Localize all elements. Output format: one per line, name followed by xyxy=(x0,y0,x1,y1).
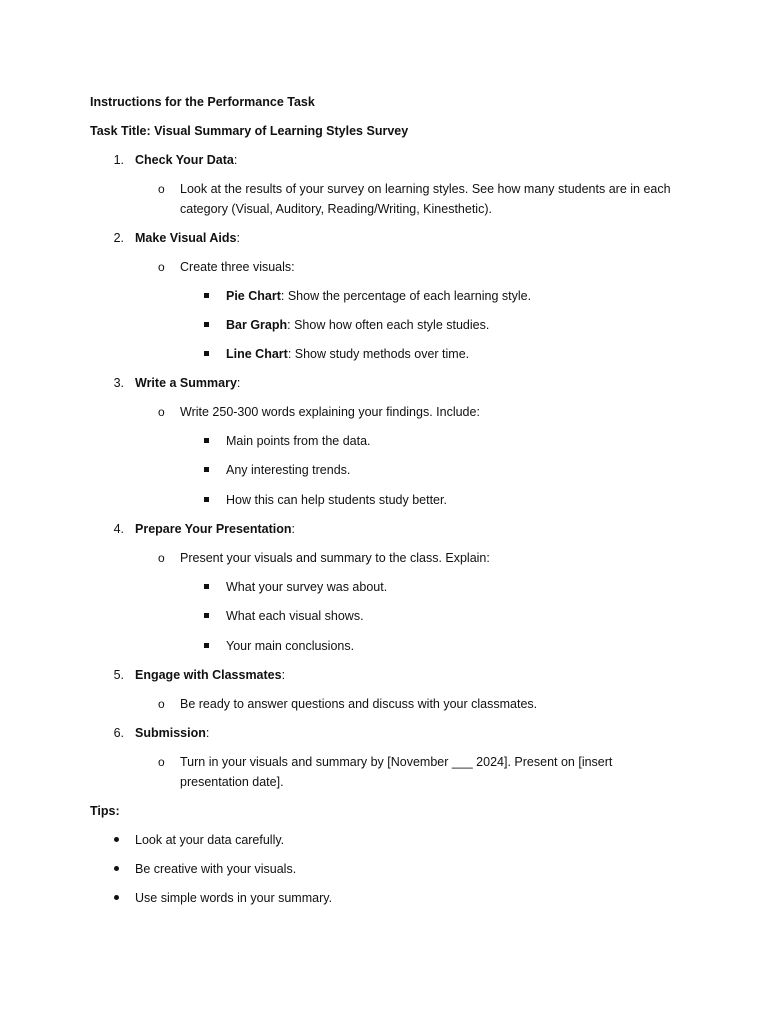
task-title-text: Task Title: Visual Summary of Learning Styles Survey xyxy=(90,124,409,138)
sub-text: Present your visuals and summary to the class. Explain: xyxy=(180,551,490,565)
tips-heading-text: Tips: xyxy=(90,804,120,818)
step-colon: : xyxy=(236,231,240,245)
sub-text-line2: category (Visual, Auditory, Reading/Writing, Kinesthetic). xyxy=(180,202,492,216)
step-colon: : xyxy=(291,522,296,536)
step-number: 5. xyxy=(113,668,124,682)
step-title: Engage with Classmates xyxy=(135,668,282,682)
tip-item: Look at your data carefully. xyxy=(135,833,285,847)
step-colon: : xyxy=(205,726,210,740)
list-item xyxy=(226,286,531,306)
tip-item: Be creative with your visuals. xyxy=(135,862,297,876)
step-colon: : xyxy=(281,668,286,682)
step-number: 3. xyxy=(113,376,124,390)
task-title xyxy=(90,121,408,141)
step-title: Check Your Data xyxy=(135,153,234,167)
sub-bullet-marker: o xyxy=(158,551,165,565)
step-number: 1. xyxy=(113,153,124,167)
sub-text: Write 250-300 words explaining your findings. Include: xyxy=(180,405,480,419)
step-number: 2. xyxy=(113,231,124,245)
sub-bullet-marker: o xyxy=(158,697,165,711)
step-title-line xyxy=(135,723,209,743)
sub-text-line2: presentation date]. xyxy=(180,775,284,789)
bullet-dot-icon xyxy=(114,837,119,842)
square-bullet-icon xyxy=(204,438,209,443)
item-bold-label: Bar Graph xyxy=(226,318,288,332)
sub-text-line1: Look at the results of your survey on learning styles. See how many students are in each xyxy=(180,182,671,196)
step-title: Prepare Your Presentation xyxy=(135,522,292,536)
list-item: Any interesting trends. xyxy=(226,463,351,477)
step-title: Submission xyxy=(135,726,206,740)
list-item: What your survey was about. xyxy=(226,580,388,594)
sub-bullet-marker: o xyxy=(158,405,165,419)
step-title-line xyxy=(135,373,240,393)
square-bullet-icon xyxy=(204,293,209,298)
bullet-dot-icon xyxy=(114,866,119,871)
list-item: Your main conclusions. xyxy=(226,639,355,653)
square-bullet-icon xyxy=(204,584,209,589)
step-title: Make Visual Aids xyxy=(135,231,237,245)
sub-text-line1: Turn in your visuals and summary by [November ___ 2024]. Present on [insert xyxy=(180,755,613,769)
sub-text: Be ready to answer questions and discuss with your classmates. xyxy=(180,697,538,711)
step-title: Write a Summary xyxy=(135,376,237,390)
bullet-dot-icon xyxy=(114,895,119,900)
list-item xyxy=(226,315,489,335)
square-bullet-icon xyxy=(204,322,209,327)
heading-text: Instructions for the Performance Task xyxy=(90,95,315,109)
square-bullet-icon xyxy=(204,643,209,648)
list-item: Main points from the data. xyxy=(226,434,371,448)
square-bullet-icon xyxy=(204,351,209,356)
square-bullet-icon xyxy=(204,613,209,618)
list-item: How this can help students study better. xyxy=(226,493,447,507)
item-bold-label: Pie Chart xyxy=(226,289,281,303)
sub-bullet-marker: o xyxy=(158,755,165,769)
step-title-line xyxy=(135,665,285,685)
list-item: What each visual shows. xyxy=(226,609,364,623)
step-title-line xyxy=(135,150,237,170)
item-bold-label: Line Chart xyxy=(226,347,288,361)
square-bullet-icon xyxy=(204,467,209,472)
item-text: : Show the percentage of each learning style. xyxy=(280,289,532,303)
step-title-line xyxy=(135,519,295,539)
list-item xyxy=(226,344,469,364)
step-number: 6. xyxy=(113,726,124,740)
tip-item: Use simple words in your summary. xyxy=(135,891,333,905)
document-heading xyxy=(90,92,315,112)
step-number: 4. xyxy=(113,522,124,536)
step-colon: : xyxy=(236,376,241,390)
step-title-line xyxy=(135,228,240,248)
step-colon: : xyxy=(233,153,238,167)
sub-bullet-marker: o xyxy=(158,260,165,274)
item-text: : Show how often each style studies. xyxy=(287,318,490,332)
tips-heading xyxy=(90,801,120,821)
sub-text: Create three visuals: xyxy=(180,260,295,274)
item-text: : Show study methods over time. xyxy=(287,347,470,361)
square-bullet-icon xyxy=(204,497,209,502)
sub-bullet-marker: o xyxy=(158,182,165,196)
